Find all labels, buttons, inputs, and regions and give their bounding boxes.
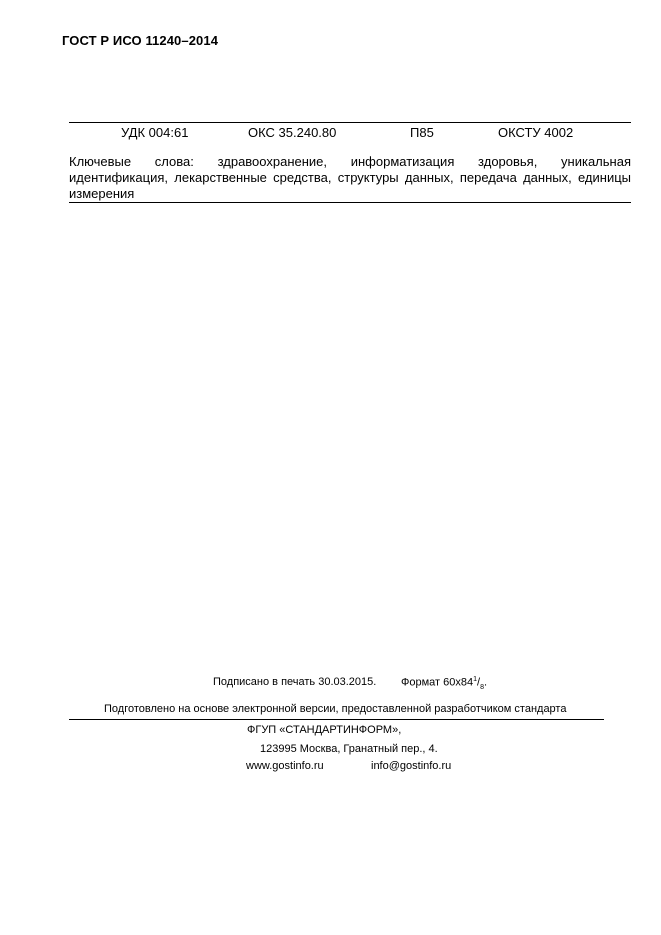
format-suffix: . [483, 676, 488, 689]
oks-code: ОКС 35.240.80 [248, 125, 337, 140]
keywords-paragraph: Ключевые слова: здравоохранение, информатизация здоровья, уникальная идентификация, лекарственные средства, структуры данных, передача данных, единицы измерения [69, 154, 631, 201]
divider-bottom [69, 202, 631, 203]
website-link[interactable]: www.gostinfo.ru [246, 760, 324, 772]
format-numerator: 1 [473, 676, 478, 683]
signed-date: Подписано в печать 30.03.2015. [213, 676, 377, 688]
udk-code: УДК 004:61 [121, 125, 189, 140]
okstu-code: ОКСТУ 4002 [498, 125, 574, 140]
publisher-address: 123995 Москва, Гранатный пер., 4. [260, 743, 438, 755]
format-prefix: Формат 60x84 [401, 676, 474, 689]
email-link[interactable]: info@gostinfo.ru [371, 760, 452, 772]
p-code: П85 [410, 125, 434, 140]
print-format: Формат $60x84^1/_8$. [401, 676, 488, 691]
publisher-name: ФГУП «СТАНДАРТИНФОРМ», [247, 724, 402, 736]
divider-imprint [69, 719, 604, 720]
prepared-note: Подготовлено на основе электронной версии, предоставленной разработчиком стандарта [104, 703, 567, 715]
standard-code: ГОСТ Р ИСО 11240–2014 [62, 33, 219, 48]
divider-top [69, 122, 631, 123]
format-denominator: 8 [480, 683, 484, 691]
